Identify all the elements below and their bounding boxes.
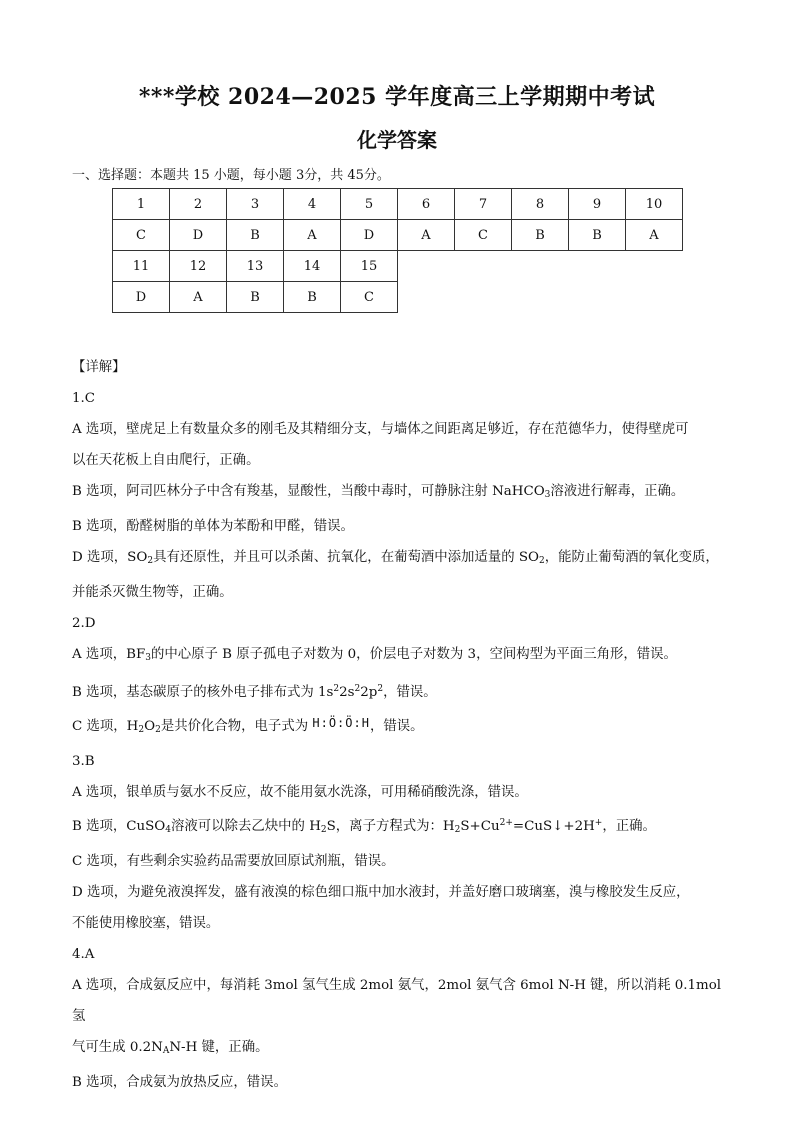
answer-table — [112, 188, 683, 313]
table-row-numbers-1 — [113, 189, 683, 220]
detail-section — [72, 352, 724, 1098]
question-number: 5 — [341, 189, 398, 220]
answer-cell: A — [626, 220, 683, 251]
electron-formula: H:Ö:Ö:H — [312, 716, 370, 730]
question-number: 2 — [170, 189, 227, 220]
text-run: B 选项，基态碳原子的核外电子排布式为 1s — [72, 685, 334, 700]
table-row-numbers-2 — [113, 251, 683, 282]
explanation-line: B 选项，酚醛树脂的单体为苯酚和甲醛，错误。 — [72, 519, 354, 534]
text-run: B 选项，阿司匹林分子中含有羧基，显酸性，当酸中毒时，可静脉注射 NaHCO — [72, 484, 545, 499]
answer-cell: D — [341, 220, 398, 251]
explanation-line — [72, 808, 724, 846]
answer-cell: B — [569, 220, 626, 251]
answer-cell: B — [227, 282, 284, 313]
answer-cell: D — [170, 220, 227, 251]
page-title: ***学校 2024—2025 学年度高三上学期期中考试 — [138, 84, 656, 110]
question-number: 14 — [284, 251, 341, 282]
question-number: 3 — [227, 189, 284, 220]
text-run: 的中心原子 B 原子孤电子对数为 0，价层电子对数为 3，空间构型为平面三角形，错误。 — [150, 647, 677, 662]
superscript: 2+ — [499, 818, 513, 828]
text-run: ，错误。 — [383, 685, 437, 700]
explanation-line: C 选项，有些剩余实验药品需要放回原试剂瓶，错误。 — [72, 854, 395, 869]
empty-cell — [512, 282, 569, 313]
answer-cell: C — [455, 220, 512, 251]
text-run: C 选项，H — [72, 719, 139, 734]
superscript: + — [594, 818, 603, 828]
empty-cell — [626, 251, 683, 282]
subscript: 3 — [544, 490, 551, 500]
subscript: A — [162, 1046, 170, 1056]
question-number: 13 — [227, 251, 284, 282]
question-number: 8 — [512, 189, 569, 220]
text-run: =CuS↓+2H — [512, 819, 595, 834]
explanation-line: 不能使用橡胶塞，错误。 — [72, 916, 220, 931]
section-heading: 一、选择题：本题共 15 小题，每小题 3分，共 45分。 — [72, 168, 390, 183]
subscript: 2 — [539, 556, 545, 566]
page-subtitle: 化学答案 — [357, 128, 437, 152]
table-row-answers-2 — [113, 282, 683, 313]
text-run: S+Cu — [460, 819, 500, 834]
question-number: 4 — [284, 189, 341, 220]
empty-cell — [398, 251, 455, 282]
subscript: 2 — [454, 825, 461, 835]
answer-cell: B — [284, 282, 341, 313]
table-row-answers-1 — [113, 220, 683, 251]
question-number: 1 — [113, 189, 170, 220]
explanation-line: D 选项，为避免液溴挥发，盛有液溴的棕色细口瓶中加水液封，并盖好磨口玻璃塞，溴与橡胶发生反应， — [72, 885, 690, 900]
text-run: 溶液进行解毒，正确。 — [550, 484, 685, 499]
superscript: 2 — [377, 684, 384, 694]
question-label: 1.C — [72, 391, 96, 406]
explanation-line: B 选项，合成氨为放热反应，错误。 — [72, 1075, 287, 1090]
question-number: 11 — [113, 251, 170, 282]
explanation-line — [72, 674, 724, 708]
empty-cell — [398, 282, 455, 313]
question-number: 15 — [341, 251, 398, 282]
text-run: 是共价化合物，电子式为 — [160, 719, 313, 734]
explanation-line — [72, 708, 724, 746]
explanation-line — [72, 639, 724, 674]
empty-cell — [455, 251, 512, 282]
text-run: O — [144, 719, 156, 734]
text-run: 气可生成 0.2N — [72, 1040, 163, 1055]
answer-cell: D — [113, 282, 170, 313]
answer-cell: B — [512, 220, 569, 251]
text-run: 溶液可以除去乙炔中的 H — [171, 819, 321, 834]
detail-heading: 【详解】 — [72, 360, 126, 375]
explanation-line: A 选项，合成氨反应中，每消耗 3mol 氢气生成 2mol 氨气，2mol 氨气含 6mol N-H 键，所以消耗 0.1mol 氢 — [72, 978, 722, 1024]
explanation-line: 以在天花板上自由爬行，正确。 — [72, 453, 260, 468]
text-run: ，错误。 — [369, 719, 424, 734]
empty-cell — [569, 251, 626, 282]
text-run: ，能防止葡萄酒的氧化变质， — [544, 550, 719, 565]
text-run: N-H 键，正确。 — [169, 1040, 269, 1055]
answer-cell: C — [341, 282, 398, 313]
text-run: 具有还原性，并且可以杀菌、抗氧化，在葡萄酒中添加适量的 SO — [153, 550, 540, 565]
subscript: 2 — [147, 556, 154, 566]
text-run: 2p — [360, 685, 378, 700]
subscript: 2 — [320, 825, 327, 835]
text-run: 2s — [339, 685, 355, 700]
subscript: 4 — [165, 825, 172, 835]
question-label: 3.B — [72, 754, 95, 769]
subscript: 2 — [155, 725, 161, 735]
answer-cell: B — [227, 220, 284, 251]
superscript: 2 — [354, 684, 361, 694]
text-run: B 选项，CuSO — [72, 819, 166, 834]
answer-cell: A — [284, 220, 341, 251]
question-number: 7 — [455, 189, 512, 220]
question-number: 6 — [398, 189, 455, 220]
question-number: 12 — [170, 251, 227, 282]
answer-cell: C — [113, 220, 170, 251]
question-label: 4.A — [72, 947, 95, 962]
empty-cell — [626, 282, 683, 313]
explanation-line: A 选项，银单质与氨水不反应，故不能用氨水洗涤，可用稀硝酸洗涤，错误。 — [72, 785, 528, 800]
explanation-line — [72, 542, 724, 577]
subscript: 3 — [145, 653, 151, 663]
empty-cell — [455, 282, 512, 313]
superscript: 2 — [333, 684, 340, 694]
text-run: S，离子方程式为：H — [326, 819, 455, 834]
explanation-line: A 选项，壁虎足上有数量众多的刚毛及其精细分支，与墙体之间距离足够近，存在范德华力，使得壁虎可 — [72, 422, 689, 437]
empty-cell — [569, 282, 626, 313]
explanation-line — [72, 476, 724, 511]
explanation-line — [72, 1032, 724, 1067]
answer-cell: A — [170, 282, 227, 313]
text-run: A 选项，BF — [72, 647, 146, 662]
subscript: 2 — [138, 725, 145, 735]
empty-cell — [512, 251, 569, 282]
question-number: 9 — [569, 189, 626, 220]
question-label: 2.D — [72, 616, 96, 631]
text-run: ，正确。 — [602, 819, 656, 834]
answer-cell: A — [398, 220, 455, 251]
question-number: 10 — [626, 189, 683, 220]
text-run: D 选项，SO — [72, 550, 148, 565]
explanation-line: 并能杀灭微生物等，正确。 — [72, 585, 233, 600]
